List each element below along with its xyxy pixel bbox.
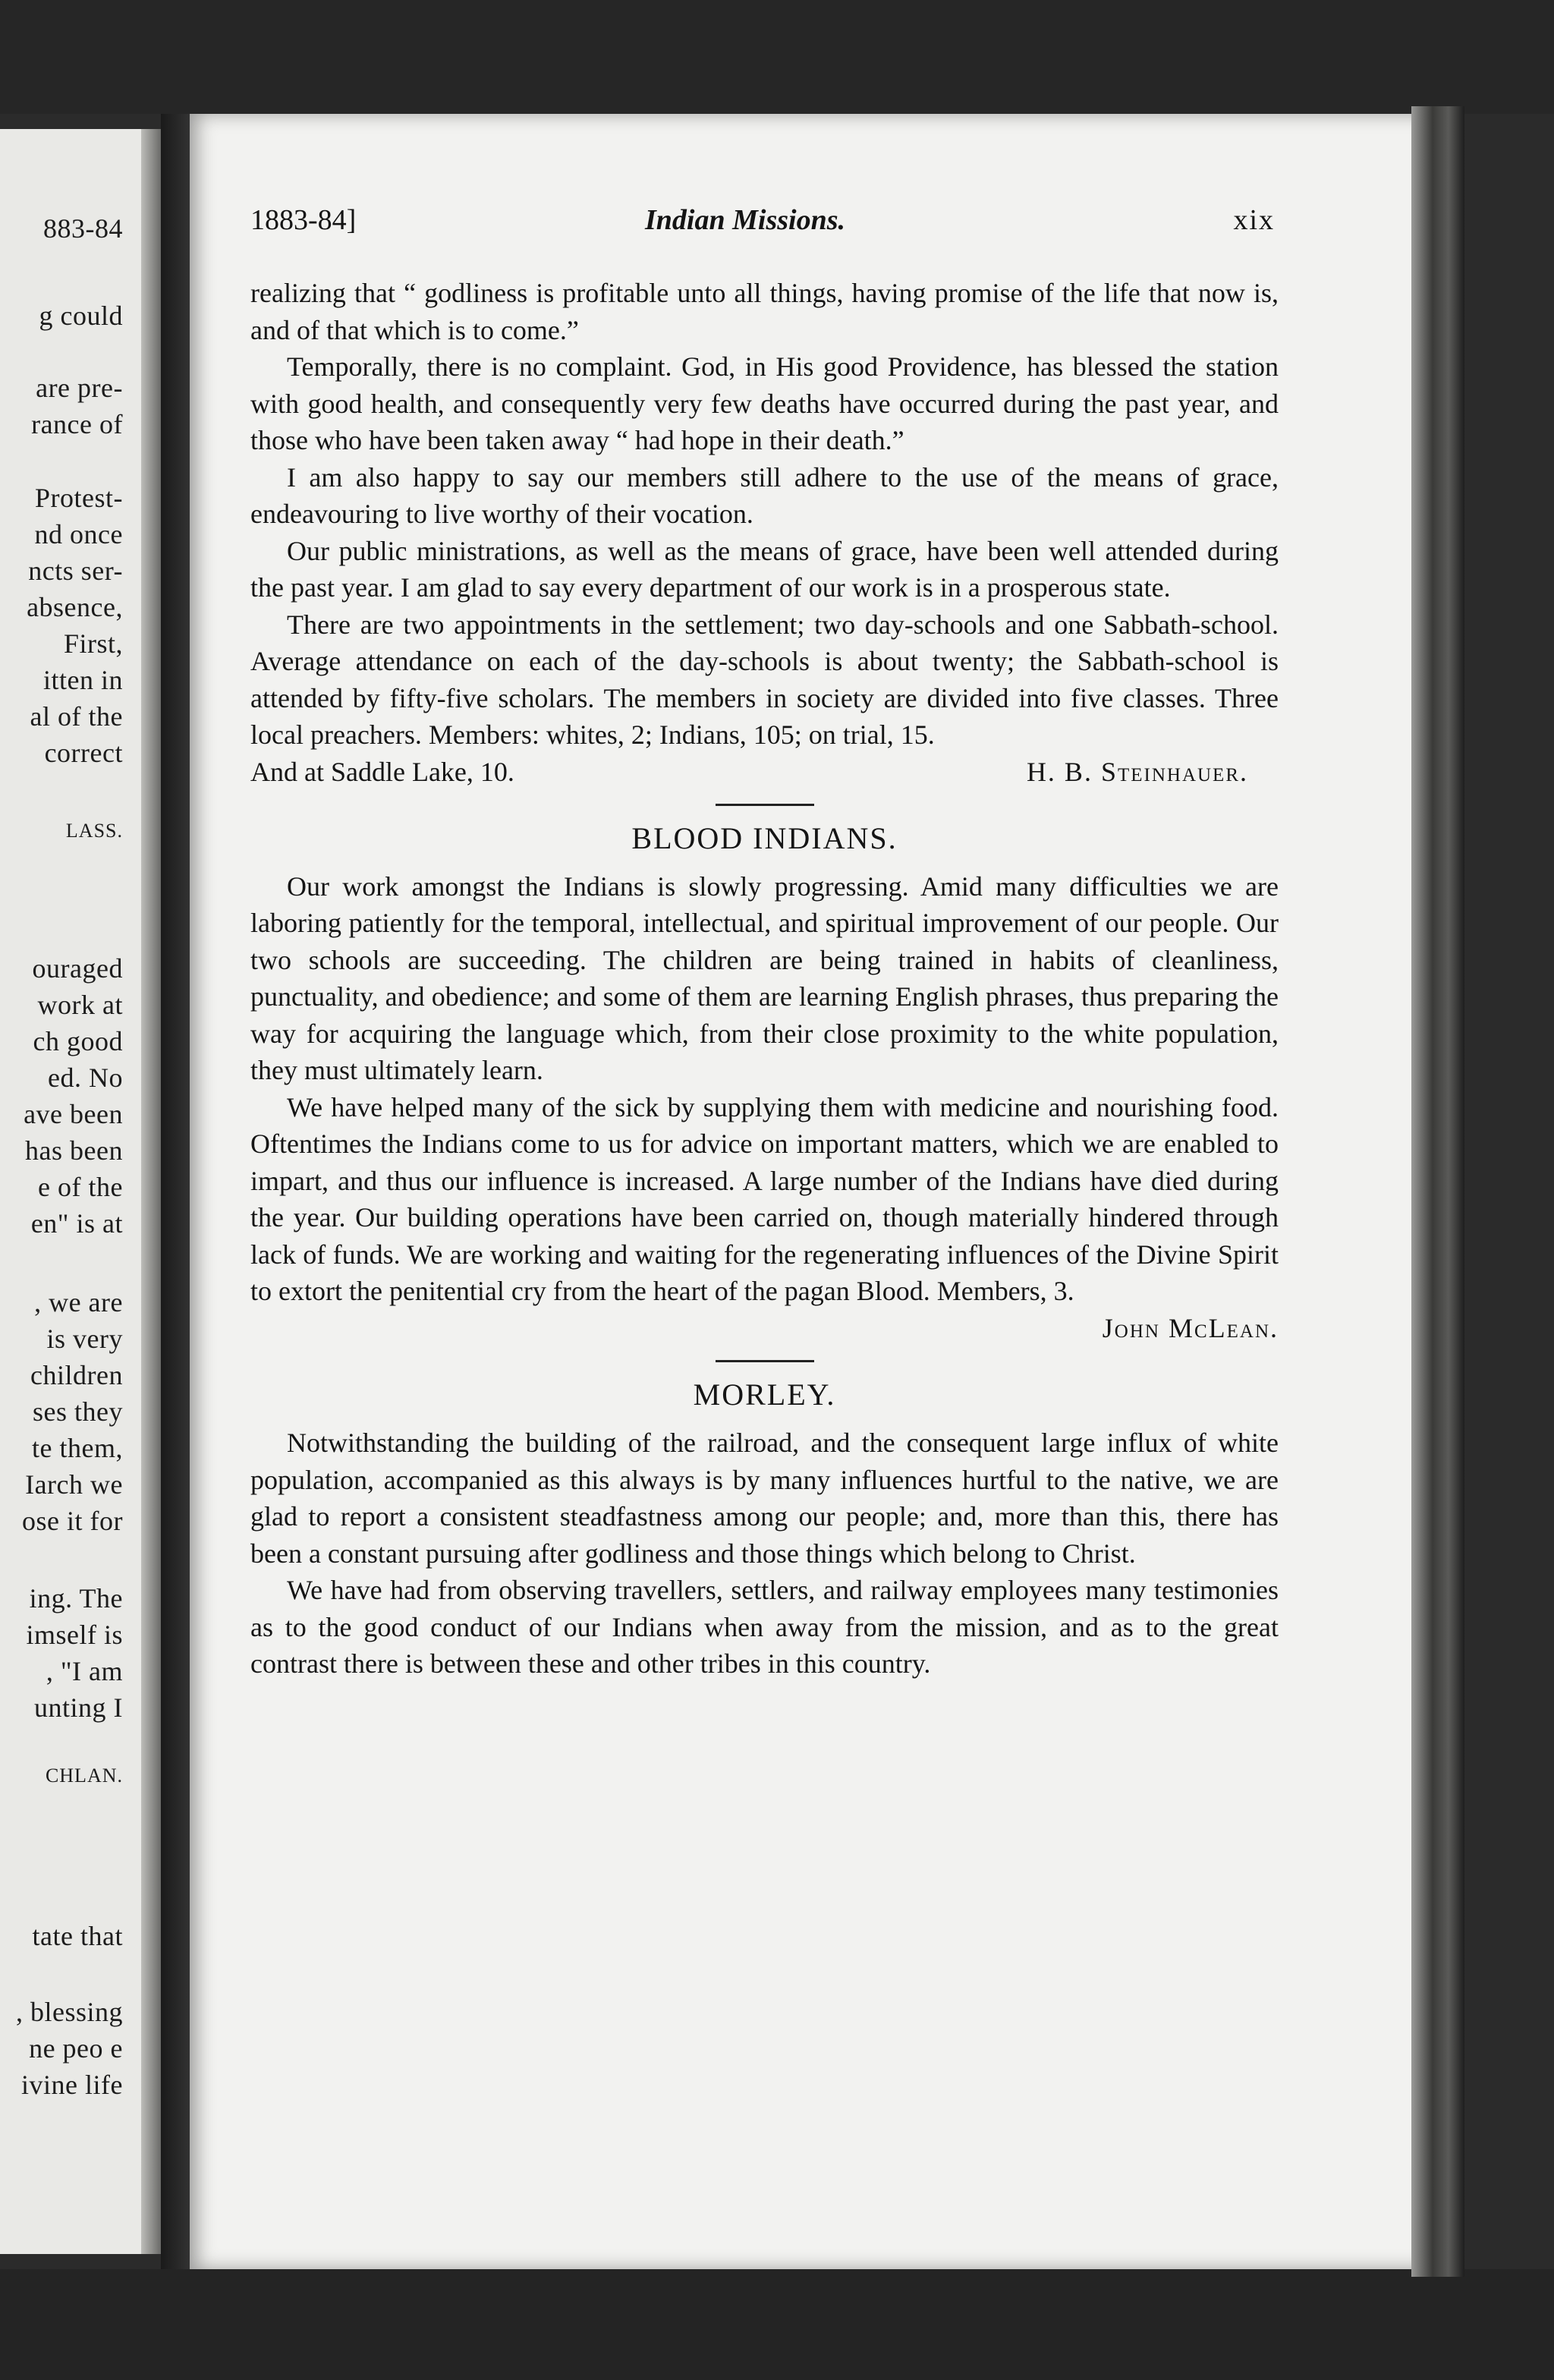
previous-page-line: al of the xyxy=(30,701,123,732)
previous-page-line: ne peo e xyxy=(29,2033,123,2064)
paragraph: We have helped many of the sick by supplying them with medicine and nourishing food. Oftentimes the Indians come to us for advice on important matters, which we are enabled to impart, and thus our influence is increased. A large number of the Indians have died during the year. Our building operations have been carried on, though materially hindered through lack of funds. We are working and waiting for the regenerating influences of the Divine Spirit to extort the penitential cry from the heart of the pagan Blood. Members, 3. xyxy=(250,1091,1279,1306)
page-number: xix xyxy=(1233,204,1275,236)
previous-page-line: ncts ser- xyxy=(28,556,123,586)
previous-page-line: , blessing xyxy=(15,1997,123,2027)
previous-page-line: ivine life xyxy=(21,2070,123,2100)
section-heading: BLOOD INDIANS. xyxy=(631,820,898,855)
paragraph: There are two appointments in the settlement; two day-schools and one Sabbath-school. Average attendance on each of the day-schools is about twenty; the Sabbath-school is attended by fifty-five scholars. The members in society are divided into five classes. Three local preachers. Members: whites, 2; Indians, 105; on trial, 15. xyxy=(250,609,1279,750)
previous-page-line: First, xyxy=(63,628,123,659)
section-divider xyxy=(716,804,814,806)
previous-page-line: te them, xyxy=(32,1433,123,1463)
previous-page-line: imself is xyxy=(26,1620,123,1650)
previous-page-line: ing. The xyxy=(29,1583,123,1613)
previous-page-line: children xyxy=(30,1360,123,1390)
blood-indians-report xyxy=(250,820,1279,1347)
page-title: Indian Missions. xyxy=(645,204,846,236)
section-divider xyxy=(716,1360,814,1362)
previous-page-line: ed. No xyxy=(48,1062,123,1093)
previous-page-line: LASS. xyxy=(65,820,123,842)
morley-report xyxy=(250,1376,1279,1683)
previous-page-line: CHLAN. xyxy=(45,1765,123,1787)
previous-page-line: g could xyxy=(39,301,123,331)
closing-line xyxy=(250,754,1279,790)
previous-page-line: en" is at xyxy=(30,1208,123,1239)
previous-page-line: itten in xyxy=(43,665,123,695)
scan-background-bottom xyxy=(0,2269,1554,2380)
paragraph-end: And at Saddle Lake, 10. xyxy=(250,756,514,787)
previous-page-line: ses they xyxy=(33,1396,123,1427)
previous-page-line: nd once xyxy=(34,519,123,549)
previous-page-line: correct xyxy=(44,738,123,768)
scan-background-top xyxy=(0,0,1554,114)
paragraph: We have had from observing travellers, settlers, and railway employees many testimonies as to the good conduct of our Indians when away from the mission, and as to the great contrast there is between these and other tribes in this country. xyxy=(250,1575,1279,1679)
previous-page-line: are pre- xyxy=(36,373,123,403)
steinhauer-report xyxy=(250,275,1279,790)
signature: H. B. Steinhauer. xyxy=(1026,756,1248,787)
previous-page-line: ose it for xyxy=(22,1506,123,1536)
section-heading: MORLEY. xyxy=(693,1377,836,1412)
previous-page-line: tate that xyxy=(32,1921,123,1951)
running-head xyxy=(250,203,1275,249)
paragraph: realizing that “ godliness is profitable unto all things, having promise of the life that now is, and of that which is to come.” xyxy=(250,278,1279,345)
previous-page-line: , "I am xyxy=(46,1656,123,1686)
paragraph: Our public ministrations, as well as the means of grace, have been well attended during the past year. I am glad to say every department of our work is in a prosperous state. xyxy=(250,535,1279,603)
paragraph: Temporally, there is no complaint. God, in His good Providence, has blessed the station with good health, and consequently very few deaths have occurred during the past year, and those who have been taken away “ had hope in their death.” xyxy=(250,351,1279,455)
paragraph: Our work amongst the Indians is slowly progressing. Amid many difficulties we are laboring patiently for the temporal, intellectual, and spiritual improvement of our people. Our two schools are succeeding. The children are being trained in habits of cleanliness, punctuality, and obedience; and some of them are learning English phrases, thus preparing the way for acquiring the language which, from their close proximity to the white population, they must ultimately learn. xyxy=(250,870,1279,1085)
previous-page-line: work at xyxy=(37,990,123,1020)
previous-page-line: has been xyxy=(25,1135,123,1166)
paragraph: I am also happy to say our members still adhere to the use of the means of grace, endeavouring to live worthy of their vocation. xyxy=(250,461,1279,529)
paragraph: Notwithstanding the building of the railroad, and the consequent large influx of white population, accompanied as this always is by many influences hurtful to the native, we are glad to report a consistent steadfastness among our people; and, more than this, there has been a constant pursuing after godliness and those things which belong to Christ. xyxy=(250,1428,1279,1569)
previous-page-line: , we are xyxy=(34,1287,123,1318)
previous-page-line: unting I xyxy=(34,1692,123,1723)
signature: John McLean. xyxy=(1102,1312,1279,1343)
previous-page-line: 883-84 xyxy=(43,213,123,244)
previous-page-line: ch good xyxy=(33,1026,123,1056)
page-years: 1883-84] xyxy=(250,204,357,236)
previous-page-line: Protest- xyxy=(35,483,123,513)
page-edge xyxy=(1411,106,1464,2277)
previous-page-fragment xyxy=(0,129,161,2254)
previous-page-line: ouraged xyxy=(32,953,123,984)
previous-page-line: e of the xyxy=(38,1172,123,1202)
previous-page-line: rance of xyxy=(31,409,123,439)
previous-page-line: absence, xyxy=(27,592,123,622)
previous-page-line: ave been xyxy=(24,1099,123,1129)
previous-page-line: is very xyxy=(46,1324,123,1354)
previous-page-line: Iarch we xyxy=(25,1469,123,1500)
page-body xyxy=(250,275,1279,1683)
previous-page-gutter xyxy=(141,129,161,2254)
